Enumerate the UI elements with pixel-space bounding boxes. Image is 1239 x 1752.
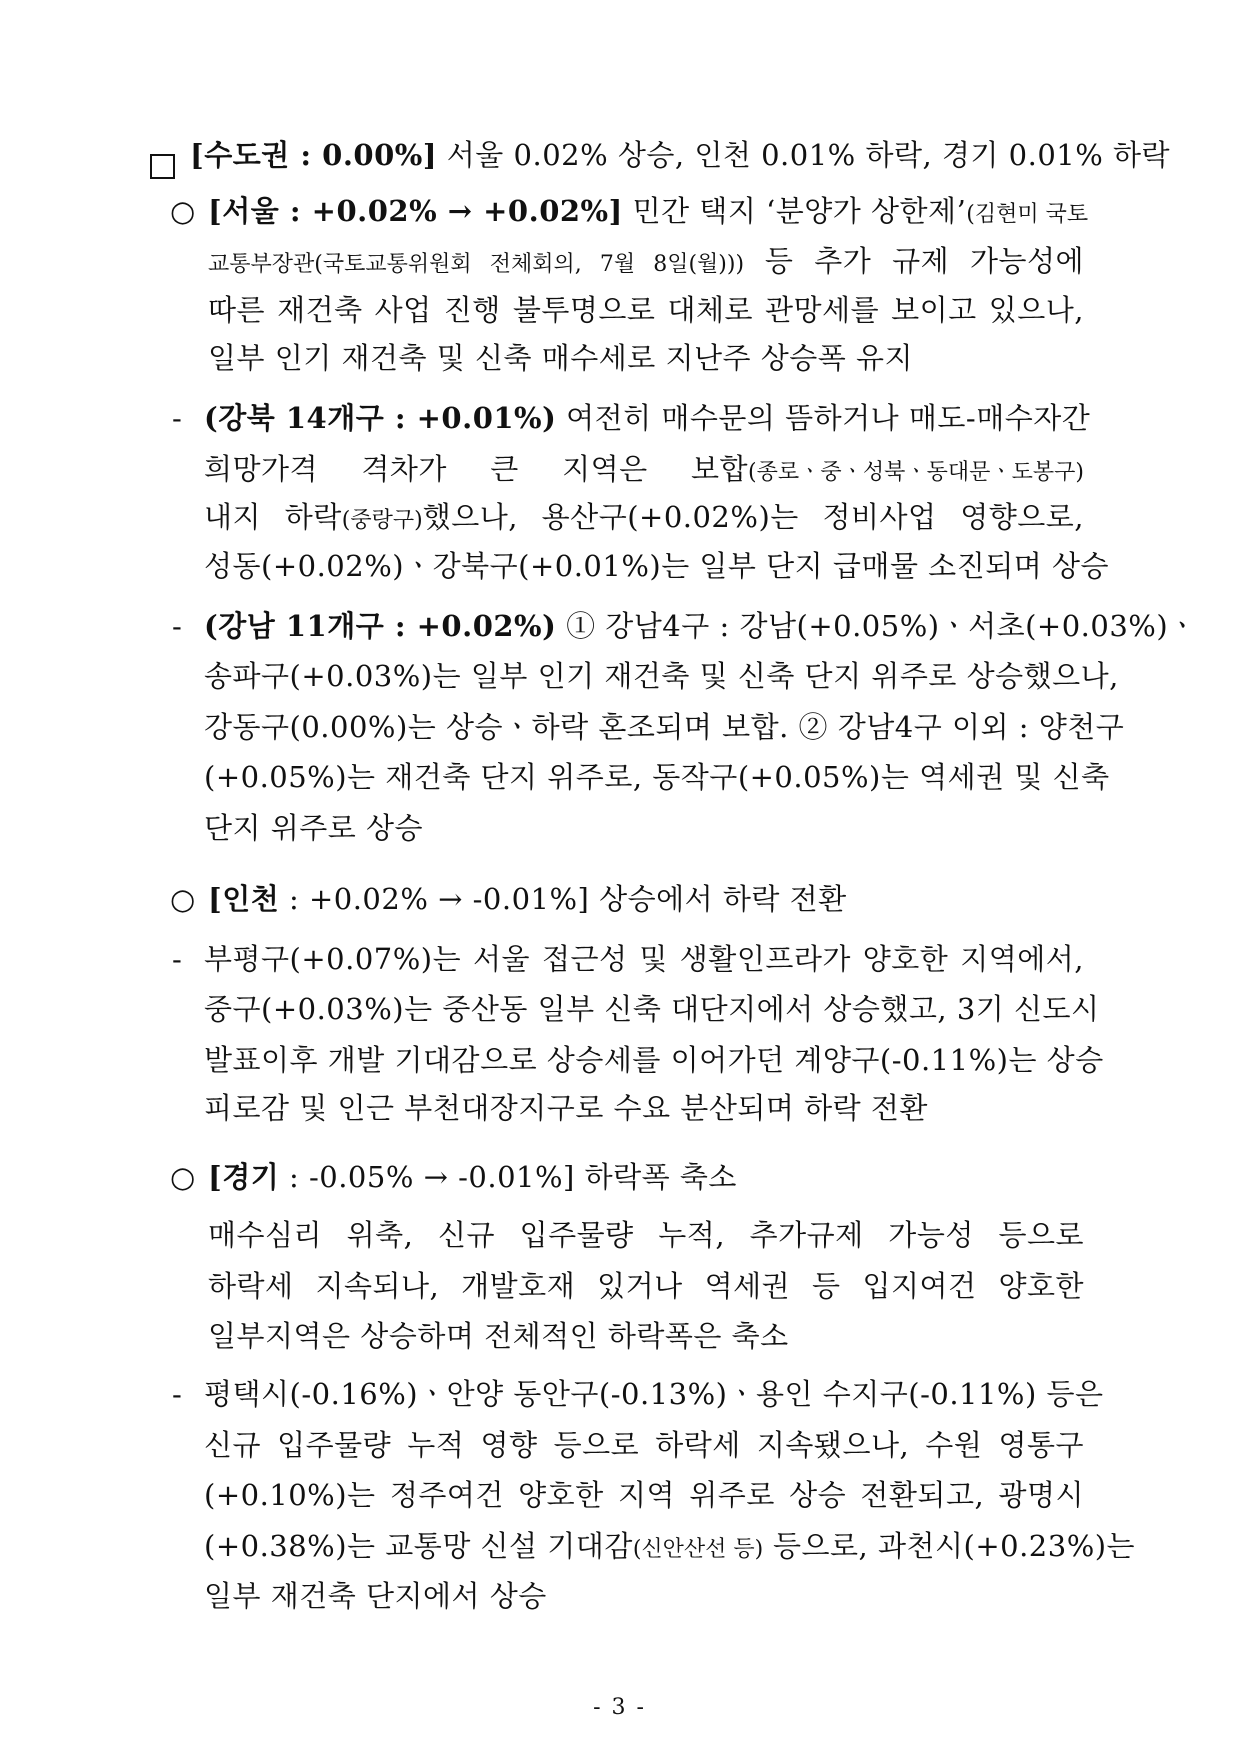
dash-bullet: - [172, 942, 182, 976]
gyeonggi-line-3: (+0.10%)는 정주여건 양호한 지역 위주로 상승 전환되고, 광명시 [204, 1478, 1084, 1512]
incheon-figures: : +0.02% → -0.01%] [288, 882, 590, 916]
gyeonggi-para-3: 일부지역은 상승하며 전체적인 하락폭은 축소 [208, 1319, 789, 1353]
gangbuk-line-4: 성동(+0.02%)ㆍ강북구(+0.01%)는 일부 단지 급매물 소진되며 상승 [204, 549, 1109, 583]
capital-heading: [수도권 : 0.00%] [190, 138, 438, 172]
seoul-line-1: [서울 : +0.02% → +0.02%] 민간 택지 ‘분양가 상한제’(김현미 국토 [208, 194, 1089, 228]
gangnam-line-4: (+0.05%)는 재건축 단지 위주로, 동작구(+0.05%)는 역세권 및 신축 [204, 760, 1110, 794]
dash-bullet: - [172, 609, 182, 643]
gangbuk-line-2: 희망가격 격차가 큰 지역은 보합(종로ㆍ중ㆍ성북ㆍ동대문ㆍ도봉구) [204, 452, 1084, 486]
gyeonggi-line-2: 신규 입주물량 누적 영향 등으로 하락세 지속됐으나, 수원 영통구 [204, 1428, 1084, 1462]
gyeonggi-heading-line [208, 1159, 737, 1195]
dash-bullet: - [172, 1377, 182, 1411]
dash-bullet: - [172, 401, 182, 435]
incheon-heading: [인천 [208, 882, 280, 916]
seoul-line-2: 교통부장관(국토교통위원회 전체회의, 7월 8일(월))) 등 추가 규제 가능성에 [208, 244, 1085, 278]
incheon-line-1: 부평구(+0.07%)는 서울 접근성 및 생활인프라가 양호한 지역에서, [204, 942, 1084, 976]
gangnam-line-5: 단지 위주로 상승 [204, 811, 424, 845]
circle-bullet-icon: ○ [170, 1160, 196, 1194]
gyeonggi-line-1: 평택시(-0.16%)ㆍ안양 동안구(-0.13%)ㆍ용인 수지구(-0.11%) 등은 [204, 1377, 1104, 1411]
checkbox-square-icon [150, 154, 175, 179]
incheon-line-2: 중구(+0.03%)는 중산동 일부 신축 대단지에서 상승했고, 3기 신도시 [204, 992, 1100, 1026]
gyeonggi-figures: : -0.05% → -0.01%] [288, 1160, 575, 1194]
seoul-line-4: 일부 인기 재건축 및 신축 매수세로 지난주 상승폭 유지 [208, 341, 914, 375]
capital-heading-line [190, 137, 1171, 173]
gyeonggi-line-5: 일부 재건축 단지에서 상승 [204, 1579, 547, 1613]
capital-summary: 서울 0.02% 상승, 인천 0.01% 하락, 경기 0.01% 하락 [446, 138, 1171, 172]
circle-bullet-icon: ○ [170, 882, 196, 916]
page-number: - 3 - [593, 1695, 646, 1720]
gangbuk-line-3: 내지 하락(중랑구)했으나, 용산구(+0.02%)는 정비사업 영향으로, [204, 500, 1084, 534]
seoul-heading: [서울 : +0.02% → +0.02%] [208, 194, 623, 228]
gyeonggi-para-1: 매수심리 위축, 신규 입주물량 누적, 추가규제 가능성 등으로 [208, 1218, 1084, 1252]
gyeonggi-para-2: 하락세 지속되나, 개발호재 있거나 역세권 등 입지여건 양호한 [208, 1269, 1084, 1303]
incheon-summary: 상승에서 하락 전환 [599, 882, 847, 916]
gangnam-line-1: (강남 11개구 : +0.02%) ① 강남4구 : 강남(+0.05%)ㆍ서초(+0.03%)ㆍ [204, 609, 1197, 643]
seoul-line-3: 따른 재건축 사업 진행 불투명으로 대체로 관망세를 보이고 있으나, [208, 293, 1084, 327]
gangnam-line-2: 송파구(+0.03%)는 일부 인기 재건축 및 신축 단지 위주로 상승했으나, [204, 659, 1119, 693]
incheon-line-3: 발표이후 개발 기대감으로 상승세를 이어가던 계양구(-0.11%)는 상승 [204, 1043, 1104, 1077]
incheon-line-4: 피로감 및 인근 부천대장지구로 수요 분산되며 하락 전환 [204, 1091, 928, 1125]
gangbuk-heading: (강북 14개구 : +0.01%) [204, 401, 557, 435]
gangnam-line-3: 강동구(0.00%)는 상승ㆍ하락 혼조되며 보합. ② 강남4구 이외 : 양천구 [204, 710, 1125, 744]
gyeonggi-line-4: (+0.38%)는 교통망 신설 기대감(신안산선 등) 등으로, 과천시(+0.23%)는 [204, 1529, 1136, 1563]
gyeonggi-heading: [경기 [208, 1160, 280, 1194]
gyeonggi-summary: 하락폭 축소 [584, 1160, 737, 1194]
gangnam-heading: (강남 11개구 : +0.02%) [204, 609, 557, 643]
gangbuk-line-1: (강북 14개구 : +0.01%) 여전히 매수문의 뜸하거나 매도-매수자간 [204, 401, 1091, 435]
incheon-heading-line [208, 881, 847, 917]
circle-bullet-icon: ○ [170, 194, 196, 228]
